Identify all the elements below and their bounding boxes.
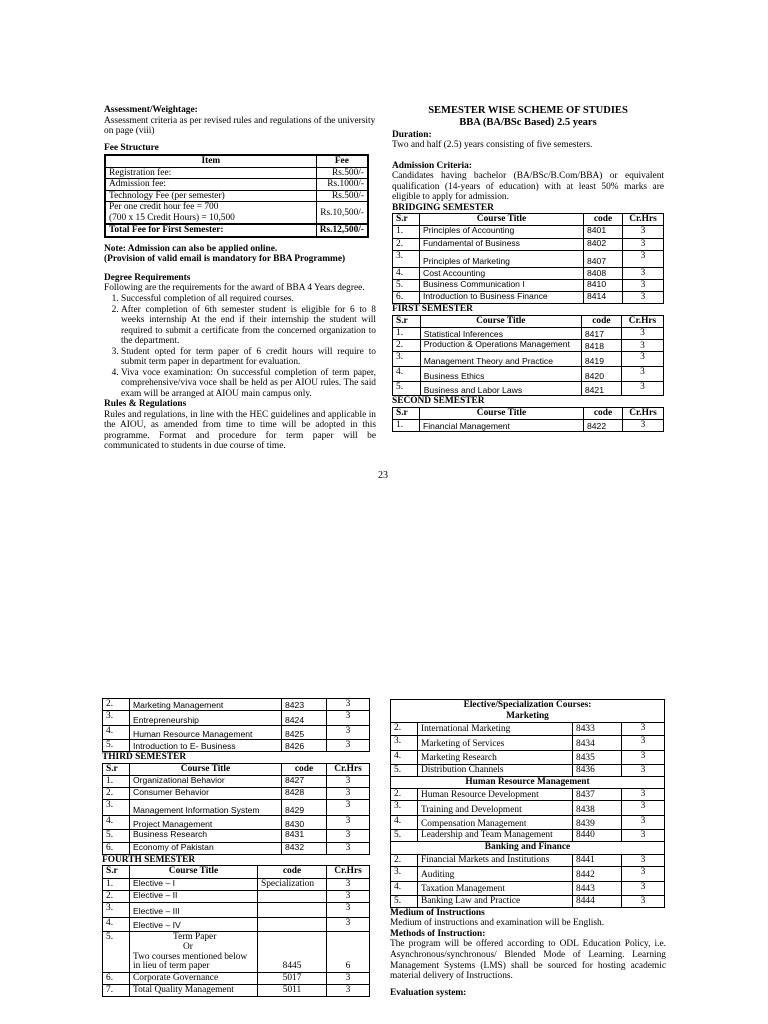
course-code: 8435 [573,750,622,764]
course-code: 5011 [258,985,327,997]
sr: 2. [393,238,420,250]
right-top-column [392,105,664,432]
course-code: 8427 [282,776,327,788]
credit-hours: 3 [622,895,665,907]
right-bottom-column [390,699,666,998]
course-code [258,917,327,931]
credit-hours: 3 [623,279,664,291]
table-row [393,238,664,250]
fee-total-value: Rs.12,500/- [316,224,368,237]
sr: 5. [391,764,418,776]
credit-hours: 3 [327,800,370,816]
sr: 3. [103,800,130,816]
sr: 2. [103,890,130,902]
course-code: 8410 [584,279,623,291]
sr: 7. [103,985,130,997]
course-title: Distribution Channels [418,764,573,776]
course-title: International Marketing [418,723,573,735]
course-code: 8445 [258,931,327,972]
sr: 5. [393,382,421,396]
table-row [393,420,664,432]
course-title: Principles of Accounting [420,226,584,238]
course-code: 5017 [258,972,327,984]
table-row [103,800,370,816]
note-online: Note: Admission can also be applied online. [104,243,278,254]
course-code: 8424 [282,711,327,726]
col-sr: S.r [393,407,420,419]
sr: 5. [103,740,130,752]
credit-hours: 3 [623,226,664,238]
col-crhrs: Cr.Hrs [623,214,664,226]
credit-hours: 3 [327,711,370,726]
course-title: Business Research [130,830,282,842]
course-title: Business and Labor Laws [420,382,581,396]
course-code: 8432 [282,842,327,854]
course-title: Business Communication I [420,279,584,291]
course-code: 8441 [573,854,622,866]
degree-intro: Following are the requirements for the award of BBA 4 Years degree. [104,283,365,294]
course-code: 8425 [282,726,327,740]
sr: 3. [393,352,421,367]
course-code [258,902,327,917]
col-crhrs: Cr.Hrs [621,315,663,327]
sr: 2. [391,723,418,735]
credit-hours: 3 [327,972,370,984]
table-row [391,854,665,866]
sr: 6. [393,292,420,304]
bridging-table [392,213,664,304]
course-code: 8431 [282,830,327,842]
course-title: Consumer Behavior [130,788,282,800]
sr: 2. [393,340,421,352]
table-row [393,267,664,279]
course-code: 8422 [584,420,623,432]
col-course-title: Course Title [420,214,584,226]
col-sr: S.r [103,866,130,878]
credit-hours: 3 [622,881,665,895]
course-title: Elective – II [130,890,258,902]
first-semester-table [392,315,664,397]
col-code: code [584,407,623,419]
sr: 4. [391,816,418,830]
fee-structure-heading: Fee Structure [104,142,159,153]
table-row [103,842,370,854]
table-row [103,878,370,890]
course-title: Statistical Inferences [420,328,581,340]
course-title: Elective – III [130,902,258,917]
course-code [258,890,327,902]
credit-hours: 3 [327,985,370,997]
course-code: 8428 [282,788,327,800]
credit-hours: 3 [623,250,664,267]
assessment-text: Assessment criteria as per revised rules and regulations of the university on page (viii) [104,115,376,137]
course-title: Total Quality Management [130,985,258,997]
fee-row-value: Rs.10,500/- [316,202,368,225]
sr: 3. [391,866,418,881]
course-code: 8438 [573,801,622,816]
col-code: code [584,214,623,226]
course-title: Principles of Marketing [420,250,584,267]
scheme-subtitle: BBA (BA/BSc Based) 2.5 years [459,116,597,128]
sr: 6. [103,842,130,854]
col-sr: S.r [393,214,420,226]
course-title: Marketing of Services [418,735,573,750]
table-row [103,917,370,931]
credit-hours: 3 [622,866,665,881]
course-title: Human Resource Development [418,788,573,800]
medium-text: Medium of instructions and examination will be English. [390,918,605,929]
course-code: 8434 [573,735,622,750]
table-row [103,816,370,830]
course-title: Human Resource Management [130,726,282,740]
course-code: 8421 [581,382,621,396]
course-title: Banking Law and Practice [418,895,573,907]
course-code: 8442 [573,866,622,881]
col-sr: S.r [393,315,421,327]
credit-hours: 3 [623,420,664,432]
course-code: 8444 [573,895,622,907]
marketing-heading: Marketing [391,711,665,723]
table-row [391,788,665,800]
sr: 5. [103,931,130,972]
course-code: 8401 [584,226,623,238]
elective-heading: Elective/Specialization Courses: [391,700,665,712]
credit-hours: 3 [327,816,370,830]
sr: 6. [103,972,130,984]
sr: 4. [393,267,420,279]
credit-hours: 3 [327,788,370,800]
course-code: 8418 [581,340,621,352]
term-paper-line: Term Paper [173,931,217,942]
table-row [393,292,664,304]
table-row [391,816,665,830]
course-code: 8423 [282,699,327,711]
course-code: 8419 [581,352,621,367]
fee-row-item: Registration fee: [105,167,316,179]
col-course-title: Course Title [130,866,258,878]
course-title: Introduction to Business Finance [420,292,584,304]
second-semester-continued-table [102,698,370,752]
sr: 1. [393,226,420,238]
course-title: Financial Management [420,420,584,432]
col-code: code [581,315,621,327]
sr: 4. [103,726,130,740]
fee-col-fee: Fee [316,155,368,167]
term-paper-cell [130,931,258,972]
credit-hours: 3 [622,750,665,764]
col-code: code [258,866,327,878]
course-title: Fundamental of Business [420,238,584,250]
table-row [103,740,370,752]
course-code: 8408 [584,267,623,279]
elective-table [390,699,665,908]
duration-heading: Duration: [392,129,432,140]
table-row [103,788,370,800]
credit-hours: 3 [327,699,370,711]
list-item: 4. Viva voce examination: On successful completion of term paper, comprehensive/viva voce shall be held as per AIOU rules. The said exam will be arranged at AIOU main campus only. [121,368,376,400]
table-row [393,367,664,382]
table-row [103,699,370,711]
fee-row-value: Rs.500/- [316,167,368,179]
table-row [391,895,665,907]
hrm-heading: Human Resource Management [391,776,665,788]
first-semester-heading: FIRST SEMESTER [392,304,473,315]
course-title: Project Management [130,816,282,830]
col-code: code [282,763,327,775]
course-title: Elective – IV [130,917,258,931]
course-title: Business Ethics [420,367,581,382]
list-item: 1. Successful completion of all required courses. [121,294,376,305]
col-crhrs: Cr.Hrs [623,407,664,419]
course-title: Economy of Pakistan [130,842,282,854]
fee-row-item: Technology Fee (per semester) [105,190,316,202]
col-course-title: Course Title [420,315,581,327]
course-code: 8414 [584,292,623,304]
course-title: Leadership and Team Management [418,830,573,842]
col-course-title: Course Title [420,407,584,419]
fee-row-item [105,202,316,225]
course-code: 8443 [573,881,622,895]
credit-hours: 3 [327,776,370,788]
col-sr: S.r [103,763,130,775]
credit-hours: 3 [327,890,370,902]
fee-row-value: Rs.1000/- [316,179,368,191]
credit-hours: 3 [622,854,665,866]
sr: 5. [103,830,130,842]
sr: 4. [391,750,418,764]
second-semester-heading: SECOND SEMESTER [392,396,485,407]
fee-credit-line: Per one credit hour fee = 700 [109,202,219,213]
credit-hours: 3 [327,830,370,842]
evaluation-heading: Evaluation system: [390,987,467,998]
table-row [103,931,370,972]
col-course-title: Course Title [130,763,282,775]
term-paper-or: Or [183,942,193,953]
sr: 2. [391,854,418,866]
bridging-semester-heading: BRIDGING SEMESTER [392,202,494,213]
table-row [393,226,664,238]
course-code: 8440 [573,830,622,842]
sr: 5. [391,830,418,842]
sr: 5. [393,279,420,291]
course-code: 8439 [573,816,622,830]
rules-text: Rules and regulations, in line with the HEC guidelines and applicable in the AIOU, as amended from time to time will be adopted in this programme. Format and procedure for term paper will be communicated to students in due course of time. [104,409,376,452]
third-semester-heading: THIRD SEMESTER [102,752,187,763]
fee-table [104,154,369,238]
course-code: Specialization [258,878,327,890]
credit-hours: 3 [621,328,663,340]
banking-heading: Banking and Finance [391,842,665,854]
table-row [103,776,370,788]
table-row [391,881,665,895]
sr: 3. [391,801,418,816]
fourth-semester-heading: FOURTH SEMESTER [102,854,196,865]
admission-heading: Admission Criteria: [392,160,472,171]
course-code: 8407 [584,250,623,267]
table-row [393,352,664,367]
left-bottom-column [102,698,372,997]
credit-hours: 3 [622,801,665,816]
term-paper-alt: Two courses mentioned below in lieu of term paper [133,952,248,972]
table-row [103,972,370,984]
course-title: Corporate Governance [130,972,258,984]
table-row [391,830,665,842]
col-crhrs: Cr.Hrs [327,866,370,878]
credit-hours: 3 [623,238,664,250]
course-title: Taxation Management [418,881,573,895]
table-row [103,902,370,917]
course-code: 8402 [584,238,623,250]
credit-hours: 3 [621,367,663,382]
course-title: Financial Markets and Institutions [418,854,573,866]
table-row [103,711,370,726]
credit-hours: 3 [621,340,663,352]
degree-requirements-heading: Degree Requirements [104,272,191,283]
list-item: 2. After completion of 6th semester student is eligible for 6 to 8 weeks internship At the end if their internship the student will required to submit a certificate from the concerned organization to the department. [121,305,376,347]
table-row [393,250,664,267]
table-row [103,985,370,997]
course-code: 8417 [581,328,621,340]
course-code: 8426 [282,740,327,752]
sr: 4. [393,367,421,382]
sr: 1. [103,878,130,890]
degree-requirements-list [104,294,376,399]
scheme-title: SEMESTER WISE SCHEME OF STUDIES [428,105,628,116]
rules-heading: Rules & Regulations [104,399,187,410]
sr: 1. [393,328,421,340]
sr: 4. [103,816,130,830]
course-title: Cost Accounting [420,267,584,279]
credit-hours: 3 [621,352,663,367]
credit-hours: 3 [621,382,663,396]
sr: 1. [393,420,420,432]
course-title: Training and Development [418,801,573,816]
credit-hours: 3 [327,878,370,890]
course-title: Organizational Behavior [130,776,282,788]
methods-heading: Methods of Instruction: [390,928,486,939]
credit-hours: 3 [327,902,370,917]
fee-total-label: Total Fee for First Semester: [105,224,316,237]
sr: 4. [391,881,418,895]
course-title: Compensation Management [418,816,573,830]
sr: 3. [391,735,418,750]
table-row [391,735,665,750]
course-title: Elective – I [130,878,258,890]
course-code: 8437 [573,788,622,800]
sr: 1. [103,776,130,788]
table-row [393,340,664,352]
fourth-semester-table [102,865,370,997]
credit-hours: 6 [327,931,370,972]
course-code: 8433 [573,723,622,735]
table-row [391,764,665,776]
table-row [393,382,664,396]
fee-row-item: Admission fee: [105,179,316,191]
third-semester-table [102,763,370,855]
medium-heading: Medium of Instructions [390,907,485,918]
course-title: Management Information System [130,800,282,816]
table-row [391,801,665,816]
credit-hours: 3 [622,788,665,800]
table-row [103,890,370,902]
credit-hours: 3 [622,830,665,842]
course-code: 8436 [573,764,622,776]
table-row [391,750,665,764]
second-semester-table [392,407,664,432]
credit-hours: 3 [623,292,664,304]
sr: 5. [391,895,418,907]
methods-text: The program will be offered according to ODL Education Policy, i.e. Asynchronous/synchronous/ Blended Mode of Learning. Learning Management Systems (LMS) shall be sourced for hosting academic material delivery of Instructions. [390,939,666,982]
fee-col-item: Item [105,155,316,167]
page-number: 23 [378,470,388,481]
credit-hours: 3 [622,816,665,830]
sr: 3. [103,711,130,726]
table-row [393,279,664,291]
table-row [103,726,370,740]
sr: 4. [103,917,130,931]
credit-hours: 3 [327,917,370,931]
course-title: Marketing Research [418,750,573,764]
duration-text: Two and half (2.5) years consisting of five semesters. [392,140,593,151]
credit-hours: 3 [327,740,370,752]
credit-hours: 3 [622,764,665,776]
fee-row-value: Rs.500/- [316,190,368,202]
course-title: Entrepreneurship [130,711,282,726]
left-top-column [104,105,376,452]
assessment-heading: Assessment/Weightage: [104,105,198,115]
sr: 3. [103,902,130,917]
credit-hours: 3 [327,726,370,740]
sr: 3. [393,250,420,267]
fee-credit-calc: (700 x 15 Credit Hours) = 10,500 [109,212,235,223]
credit-hours: 3 [622,723,665,735]
table-row [393,328,664,340]
sr: 2. [103,788,130,800]
table-row [103,830,370,842]
course-code: 8430 [282,816,327,830]
sr: 2. [391,788,418,800]
list-item: 3. Student opted for term paper of 6 credit hours will require to submit term paper in department for evaluation. [121,347,376,368]
credit-hours: 3 [622,735,665,750]
course-code: 8429 [282,800,327,816]
course-title: Introduction to E- Business [130,740,282,752]
sr: 2. [103,699,130,711]
course-code: 8420 [581,367,621,382]
course-title: Management Theory and Practice [420,352,581,367]
note-email: (Provision of valid email is mandatory for BBA Programme) [104,254,346,265]
course-title: Marketing Management [130,699,282,711]
credit-hours: 3 [623,267,664,279]
table-row [391,723,665,735]
col-crhrs: Cr.Hrs [327,763,370,775]
table-row [391,866,665,881]
admission-text: Candidates having bachelor (BA/BSc/B.Com/BBA) or equivalent qualification (14-years of education) with at least 50% marks are eligible to apply for admission. [392,171,664,203]
course-title: Auditing [418,866,573,881]
credit-hours: 3 [327,842,370,854]
course-title: Production & Operations Management [420,340,581,352]
